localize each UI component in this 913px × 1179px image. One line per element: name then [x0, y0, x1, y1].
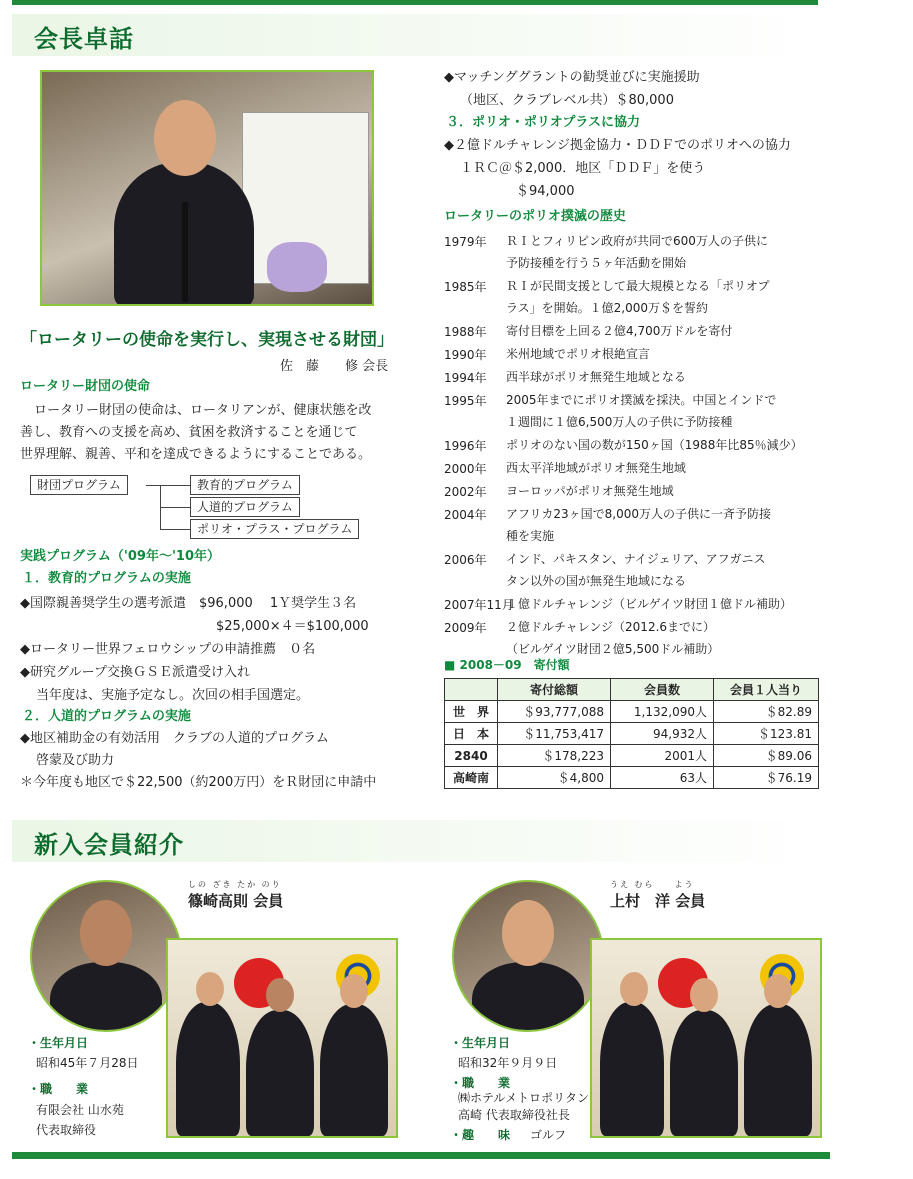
history-year: 1995年 — [444, 394, 487, 408]
history-text — [506, 320, 826, 342]
history-line: ２億ドルチャレンジ（2012.6までに） — [506, 620, 716, 634]
diagram-child: ポリオ・プラス・プログラム — [190, 519, 359, 539]
history-text — [506, 275, 826, 319]
table-row — [445, 745, 819, 767]
member-ruby: うえ むら よう — [610, 880, 695, 889]
table-header: 寄付総額 — [498, 679, 611, 701]
edu-line: $25,000×４＝$100,000 — [216, 619, 369, 634]
history-year: 1990年 — [444, 348, 487, 362]
history-list — [444, 230, 828, 656]
birth-value: 昭和45年７月28日 — [36, 1056, 139, 1070]
top-bar — [12, 0, 818, 5]
member-ruby: しの ざき たか のり — [188, 880, 282, 889]
member-name: 篠崎高則 会員 — [188, 892, 284, 910]
job-line: 有限会社 山水苑 — [36, 1103, 124, 1117]
history-year: 2004年 — [444, 508, 487, 522]
member-name: 上村 洋 会員 — [610, 892, 706, 910]
hobby-value: ゴルフ — [530, 1128, 567, 1142]
matching-line: （地区、クラブレベル共）＄80,000 — [460, 93, 674, 108]
history-line: 予防接種を行う５ヶ年活動を開始 — [506, 256, 687, 270]
table-cell: ＄11,753,417 — [498, 723, 611, 745]
history-text — [506, 389, 826, 433]
history-text — [506, 503, 826, 547]
history-year: 1996年 — [444, 439, 487, 453]
history-line: 西半球がポリオ無発生地域となる — [506, 370, 686, 384]
member-group-photo — [590, 938, 822, 1138]
history-line: ＲＩが民間支援として最大規模となる「ポリオプ — [506, 279, 770, 293]
speech-title: 「ロータリーの使命を実行し、実現させる財団」 — [20, 330, 394, 350]
history-line: 種を実施 — [506, 529, 555, 543]
history-line: アフリカ23ヶ国で8,000万人の子供に一斉予防接 — [506, 507, 772, 521]
bottom-bar — [12, 1152, 830, 1159]
table-cell: ＄82.89 — [714, 701, 819, 723]
history-year: 1988年 — [444, 325, 487, 339]
table-row — [445, 723, 819, 745]
member-portrait — [452, 880, 604, 1032]
hum-line: ＊今年度も地区で＄22,500（約200万円）をＲ財団に申請中 — [20, 775, 377, 790]
table-cell: 高崎南 — [445, 767, 498, 789]
history-year: 1979年 — [444, 235, 487, 249]
section-header-members — [12, 820, 818, 862]
section-title: 新入会員紹介 — [34, 830, 184, 859]
mission-heading: ロータリー財団の使命 — [20, 379, 151, 394]
edu-line: ◆国際親善奨学生の選考派遣 $96,000 1Ｙ奨学生３名 — [20, 596, 357, 611]
job-label: ・職 業 — [450, 1076, 511, 1090]
practice-heading: 実践プログラム（'09年～'10年） — [20, 549, 221, 564]
history-text — [506, 548, 826, 592]
edu-line: ◆ロータリー世界フェロウシップの申請推薦 ０名 — [20, 642, 316, 657]
history-line: １週間に１億6,500万人の子供に予防接種 — [506, 415, 733, 429]
polio-list — [444, 134, 791, 203]
matching-line: ◆マッチンググラントの勧奨並びに実施援助 — [444, 70, 700, 85]
history-year: 2000年 — [444, 462, 487, 476]
history-year: 2002年 — [444, 485, 487, 499]
donation-heading: ■ 2008－09 寄付額 — [444, 658, 570, 672]
history-line: インド、パキスタン、ナイジェリア、アフガニス — [506, 552, 766, 566]
table-cell: ＄123.81 — [714, 723, 819, 745]
birth-value: 昭和32年９月９日 — [458, 1056, 558, 1070]
table-cell: ＄4,800 — [498, 767, 611, 789]
edu-line: 当年度は、実施予定なし。次回の相手国選定。 — [36, 688, 310, 703]
donation-table-wrap — [444, 678, 819, 789]
history-line: 西太平洋地域がポリオ無発生地域 — [506, 461, 686, 475]
history-text — [506, 434, 826, 456]
history-text — [506, 457, 826, 479]
table-row — [445, 701, 819, 723]
mission-line: 善し、教育への支援を高め、貧困を救済することを通じて — [20, 425, 358, 440]
job-line: 高崎 代表取締役社長 — [458, 1108, 570, 1122]
polio-heading: ３．ポリオ・ポリオプラスに協力 — [446, 115, 640, 130]
history-year: 2009年 — [444, 621, 487, 635]
mission-text — [20, 400, 371, 466]
table-cell: ＄89.06 — [714, 745, 819, 767]
table-header: 会員数 — [611, 679, 714, 701]
job-line: 代表取締役 — [36, 1123, 97, 1137]
member-group-photo — [166, 938, 398, 1138]
history-line: （ビルゲイツ財団２億5,500ドル補助） — [506, 642, 720, 656]
hum-heading: ２．人道的プログラムの実施 — [22, 709, 191, 724]
table-header — [445, 679, 498, 701]
hum-line: ◆地区補助金の有効活用 クラブの人道的プログラム — [20, 731, 329, 746]
history-line: ＲＩとフィリピン政府が共同で600万人の子供に — [506, 234, 768, 248]
speech-author: 佐 藤 修 会長 — [280, 359, 389, 374]
history-line: 米州地域でポリオ根絶宣言 — [506, 347, 650, 361]
mission-line: 世界理解、親善、平和を達成できるようにすることである。 — [20, 447, 372, 462]
history-line: 2005年までにポリオ撲滅を採決。中国とインドで — [506, 393, 777, 407]
polio-line: ◆２億ドルチャレンジ拠金協力・ＤＤＦでのポリオへの協力 — [444, 138, 791, 153]
history-text — [506, 343, 826, 365]
birth-label: ・生年月日 — [450, 1036, 511, 1050]
diagram-child: 人道的プログラム — [190, 497, 300, 517]
table-cell: ＄76.19 — [714, 767, 819, 789]
program-diagram — [30, 472, 400, 542]
section-header-speech — [12, 14, 818, 56]
donation-table — [444, 678, 819, 789]
history-year: 1994年 — [444, 371, 487, 385]
hobby-label: ・趣 味 — [450, 1128, 511, 1142]
job-value — [458, 1090, 589, 1124]
table-cell: 1,132,090人 — [611, 701, 714, 723]
job-line: ㈱ホテルメトロポリタン — [458, 1091, 590, 1105]
diagram-root: 財団プログラム — [30, 475, 128, 495]
history-line: 寄付目標を上回る２億4,700万ドルを寄付 — [506, 324, 733, 338]
table-cell: 2840 — [445, 745, 498, 767]
table-cell: 94,932人 — [611, 723, 714, 745]
table-cell: 日 本 — [445, 723, 498, 745]
matching-grant — [444, 66, 700, 112]
edu-heading: １．教育的プログラムの実施 — [22, 571, 191, 586]
history-text — [506, 230, 826, 274]
section-title: 会長卓話 — [34, 24, 134, 53]
history-year: 2007年11月 — [444, 598, 514, 612]
history-line: タン以外の国が無発生地域になる — [506, 574, 687, 588]
mission-line: ロータリー財団の使命は、ロータリアンが、健康状態を改 — [34, 403, 372, 418]
edu-list — [20, 592, 369, 707]
history-line: ラス」を開始。１億2,000万＄を誓約 — [506, 301, 708, 315]
history-line: ポリオのない国の数が150ヶ国（1988年比85％減少） — [506, 438, 803, 452]
polio-line: １ＲＣ＠＄2,000．地区「ＤＤＦ」を使う — [460, 161, 706, 176]
edu-line: ◆研究グループ交換ＧＳＥ派遣受け入れ — [20, 665, 250, 680]
table-header: 会員１人当り — [714, 679, 819, 701]
table-cell: 2001人 — [611, 745, 714, 767]
speaker-photo — [40, 70, 374, 306]
table-header-row — [445, 679, 819, 701]
table-row — [445, 767, 819, 789]
diagram-child: 教育的プログラム — [190, 475, 300, 495]
hum-list — [20, 728, 376, 794]
history-text — [506, 593, 826, 615]
job-value — [36, 1100, 124, 1140]
table-cell: 63人 — [611, 767, 714, 789]
table-cell: 世 界 — [445, 701, 498, 723]
hum-line: 啓蒙及び助力 — [36, 753, 115, 768]
table-cell: ＄178,223 — [498, 745, 611, 767]
history-line: １億ドルチャレンジ（ビルゲイツ財団１億ドル補助） — [506, 597, 792, 611]
member-portrait — [30, 880, 182, 1032]
history-text — [506, 480, 826, 502]
table-cell: ＄93,777,088 — [498, 701, 611, 723]
history-year: 2006年 — [444, 553, 487, 567]
birth-label: ・生年月日 — [28, 1036, 89, 1050]
job-label: ・職 業 — [28, 1082, 89, 1096]
polio-line: ＄94,000 — [516, 184, 575, 199]
history-heading: ロータリーのポリオ撲滅の歴史 — [444, 209, 626, 224]
history-text — [506, 616, 826, 660]
history-text — [506, 366, 826, 388]
history-line: ヨーロッパがポリオ無発生地域 — [506, 484, 674, 498]
history-year: 1985年 — [444, 280, 487, 294]
